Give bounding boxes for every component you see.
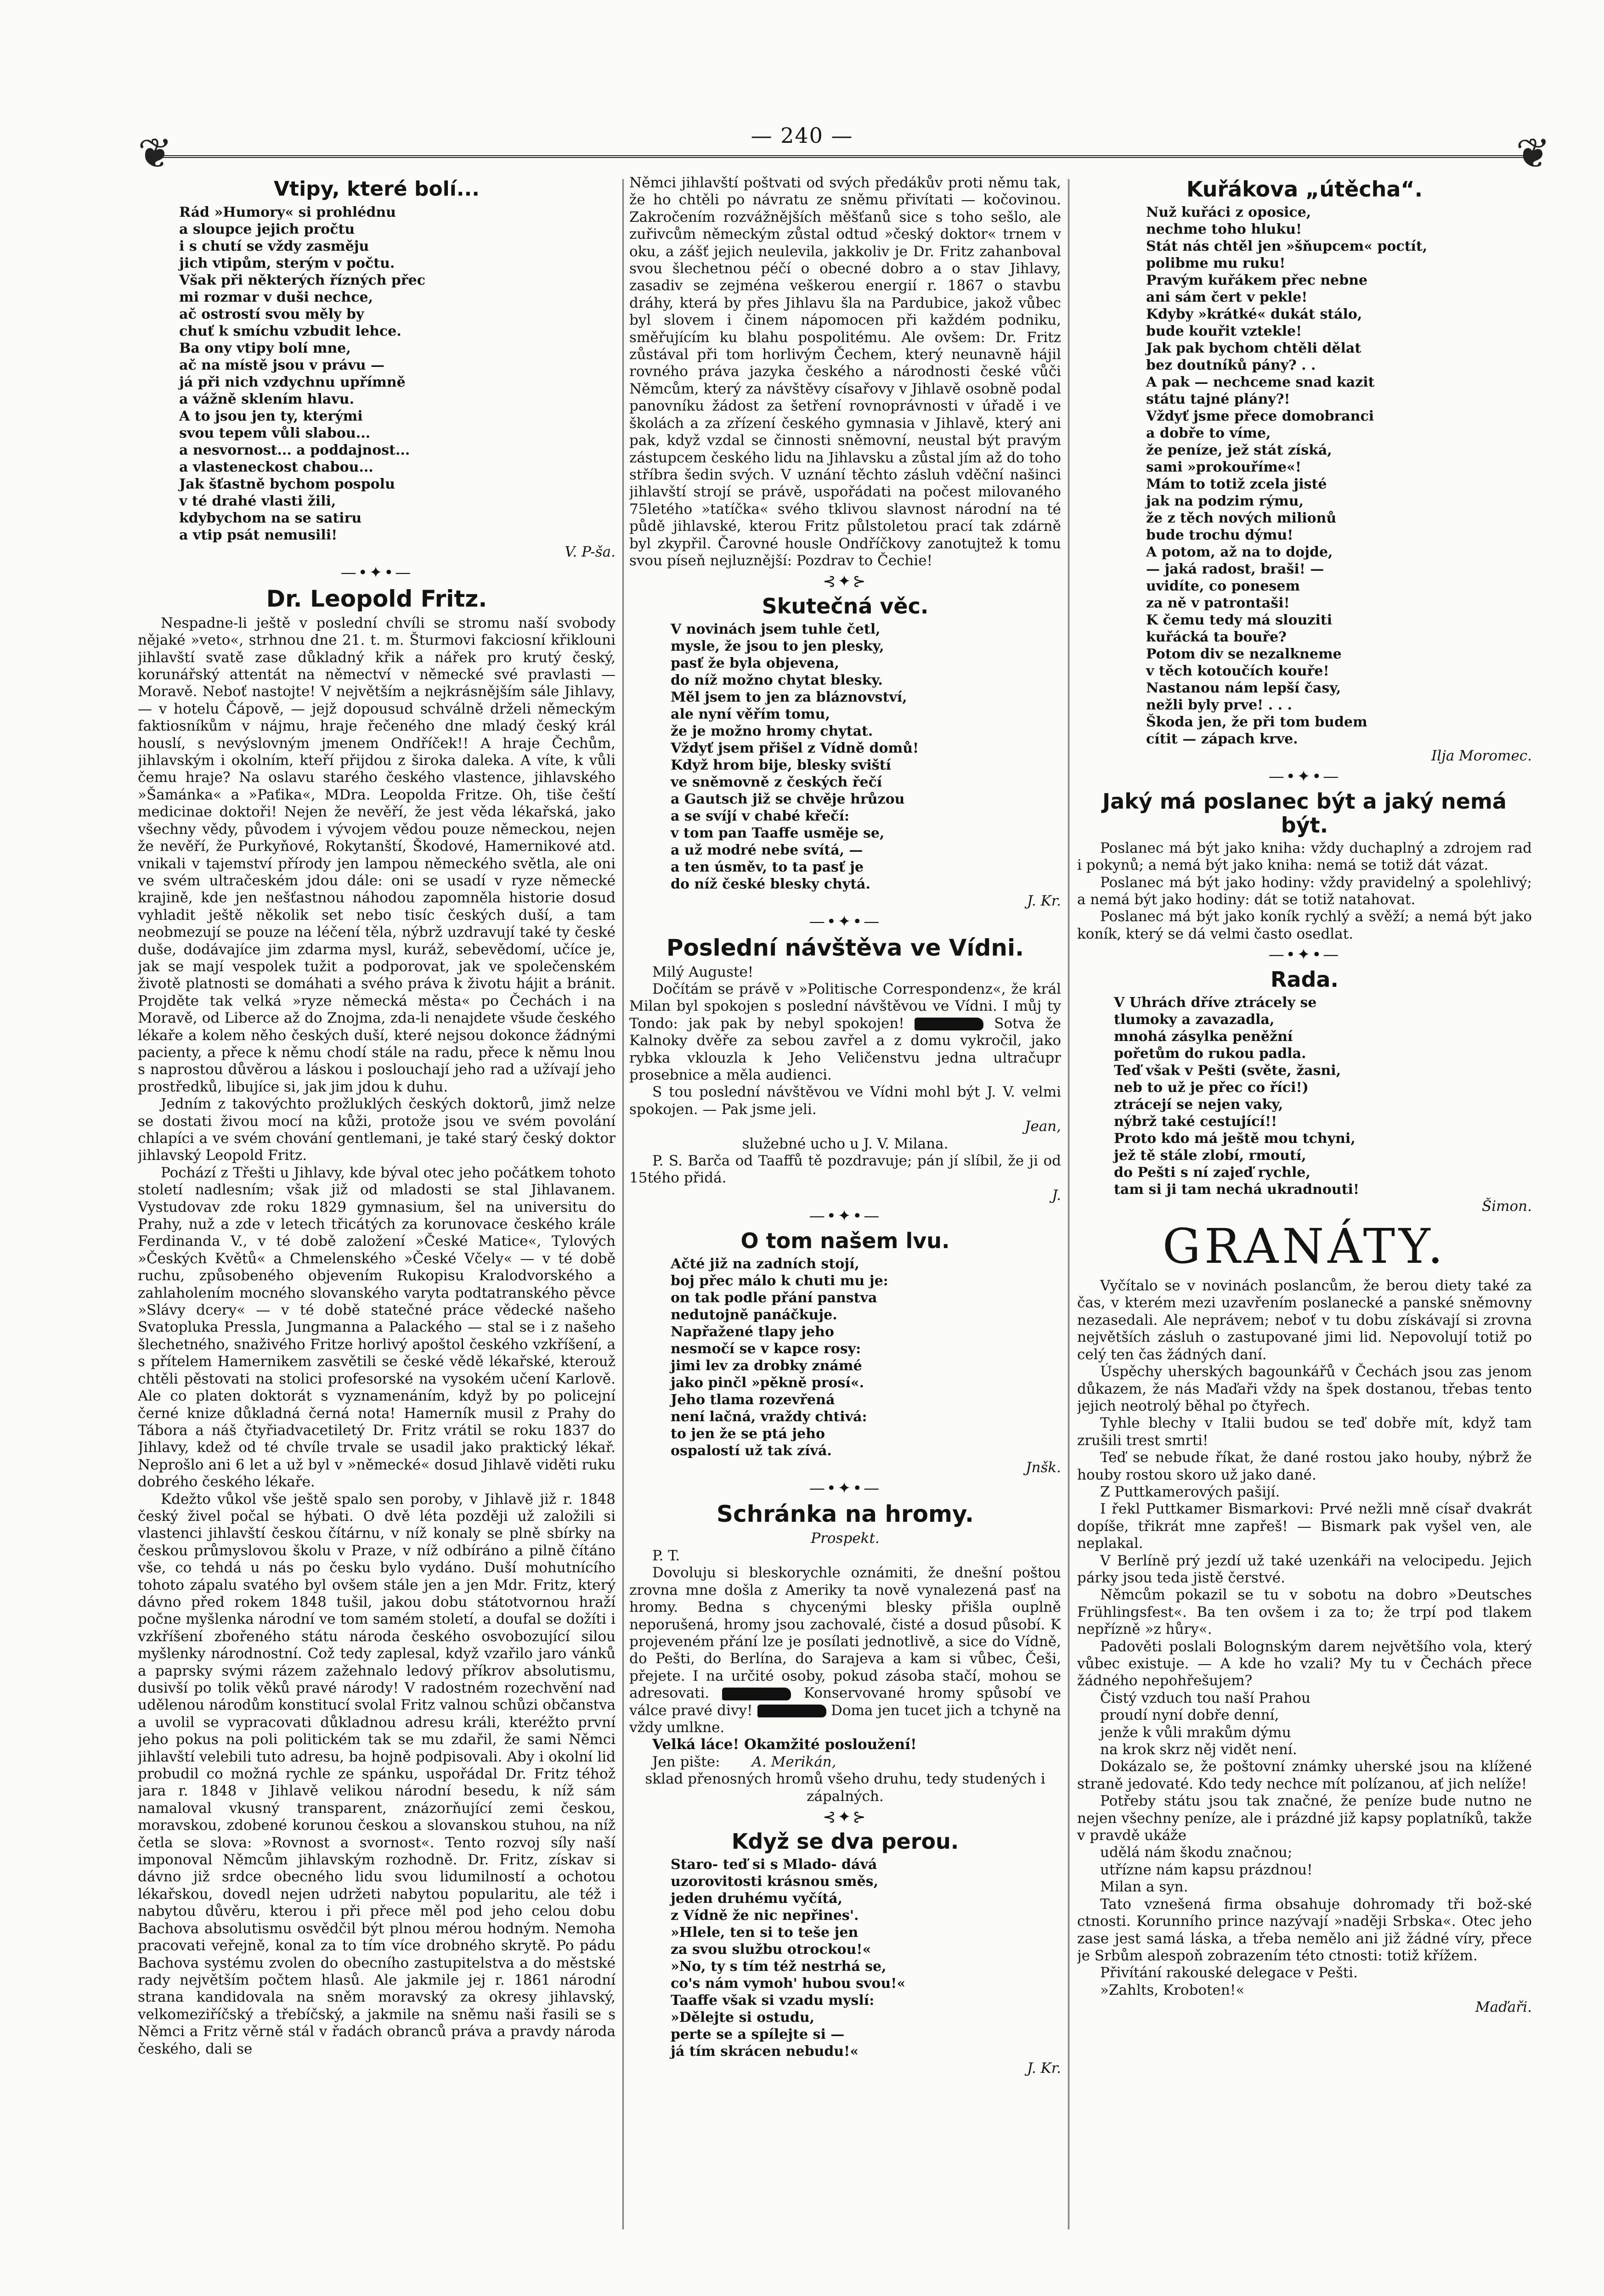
closing-line: Velká láce! Okamžité posloužení!	[652, 1736, 917, 1753]
poem-line: Rád »Humory« si prohlédnu	[179, 204, 396, 220]
postscript: P. S. Barča od Taaffů tě pozdravuje; pán jí slíbil, že ji od 15tého přidá.	[629, 1153, 1061, 1187]
poem-line: nechme toho hluku!	[1146, 221, 1302, 237]
separator-ornament-icon: —•✦•—	[1268, 767, 1341, 786]
paragraph: Dočítám se právě v »Politische Correspondenz«, že král Milan byl spokojen s poslední návštěvou ve Vídni. I můj ty Tondo: jak pak by nebyl spokojen! Sotva že Kalnoky dvěře za sebou zavřel a z domu vykročil, jako rybka vklouzla k Jeho Veličenstvu jedna ultračupr prosebnice a měla audienci.	[629, 980, 1061, 1083]
poem	[1077, 994, 1532, 1198]
poem-line: ve sněmovně z českých řečí	[671, 774, 882, 790]
column-middle	[629, 174, 1061, 2227]
article-title: Kuřákova „útěcha“.	[1186, 177, 1423, 202]
poem-line: nežli byly prve! . . .	[1146, 697, 1292, 713]
poem-line: státu tajné plány?!	[1146, 391, 1290, 407]
poem-line: v těch kotoučích kouře!	[1146, 663, 1329, 679]
separator-ornament-icon: ⊰✦⊱	[823, 572, 868, 591]
poem-line: Proto kdo má ještě mou tchyni,	[1114, 1130, 1355, 1147]
poem-line: ale nyní věřím tomu,	[671, 706, 830, 722]
author-signature-desc: služebné ucho u J. V. Milana.	[742, 1135, 949, 1152]
poem-line: chuť k smíchu vzbudit lehce.	[179, 323, 401, 339]
poem-line: Taaffe však si vzadu myslí:	[671, 1992, 875, 2009]
poem-line: v tom pan Taaffe usměje se,	[671, 825, 885, 841]
author-signature: J.	[1052, 1187, 1061, 1204]
poem-line: jimi lev za drobky známé	[671, 1357, 862, 1374]
poem-line: Stát nás chtěl jen »šňupcem« poctít,	[1146, 238, 1428, 254]
poem-line: a sloupce jejich pročtu	[179, 221, 355, 237]
author-signature: J. Kr.	[1027, 892, 1061, 909]
poem-line: pořetům do rukou padla.	[1114, 1045, 1306, 1062]
article-title: Schránka na hromy.	[716, 1501, 974, 1528]
article-body	[1077, 1277, 1532, 1999]
poem-line: boj přec málo k chuti mu je:	[671, 1272, 888, 1289]
poem-line: Jak šťastně bychom pospolu	[179, 476, 395, 492]
poem	[629, 1255, 1061, 1459]
poem-line: mysle, že jsou to jen plesky,	[671, 638, 884, 654]
poem-line: tlumoky a zavazadla,	[1114, 1011, 1275, 1028]
poem-line: ztrácejí se nejen vaky,	[1114, 1096, 1283, 1113]
article-body	[1077, 840, 1532, 943]
separator-ornament-icon: —•✦•—	[809, 1207, 881, 1226]
paragraph: Přivítání rakouské delegace v Pešti.	[1100, 1964, 1358, 1981]
poem-line: »No, ty s tím též nestrhá se,	[671, 1958, 887, 1975]
poem-line: Ačté již na zadních stojí,	[671, 1255, 859, 1272]
poem-line: a Gautsch již se chvěje hrůzou	[671, 791, 905, 807]
poem-line: ač ostrostí svou měly by	[179, 306, 364, 322]
poem-line: nedutojně panáčkuje.	[671, 1306, 837, 1323]
separator-ornament-icon: —•✦•—	[809, 1479, 881, 1498]
poem-line: že peníze, jež stát získá,	[1146, 442, 1332, 458]
corner-ornament-icon: ❦	[1516, 129, 1551, 178]
poem-line: jich vtipům, sterým v počtu.	[179, 255, 395, 271]
article-title: Skutečná věc.	[762, 593, 929, 619]
paragraph: Z Puttkamerových pašijí.	[1100, 1483, 1280, 1500]
paragraph: Potřeby státu jsou tak značné, že peníze bude nutno ne nejen všechny peníze, ale i prázdné již kapsy poplatníků, takže v pravdě ukáže	[1077, 1793, 1532, 1844]
ink-blot-icon	[757, 1705, 826, 1717]
paragraph: Poslanec má být jako hodiny: vždy pravidelný a spolehlivý; a nemá být jako hodiny: dát se totiž natahovat.	[1077, 874, 1532, 908]
poem-line: já při nich vzdychnu upřímně	[179, 374, 406, 390]
paragraph: Padověti poslali Bolognským darem největšího vola, který vůbec existuje. — A kde ho vzali? My tu v Čechách přece žádného nepohřešujem?	[1077, 1638, 1532, 1689]
poem-line: bez doutníků pány? . .	[1146, 357, 1316, 373]
poem-line: pasť že byla objevena,	[671, 655, 840, 671]
poem-line: ač na místě jsou v právu —	[179, 357, 385, 373]
paragraph: Vyčítalo se v novinách poslancům, že berou diety také za čas, v kterém mezi uzavřením poslanecké a panské sněmovny nezasedali. Ale neprávem; neboť v tu dobu získávají si zrovna největších zásluh o zastupované jimi lid. Nepovolují totiž po celý ten čas žádných daní.	[1077, 1277, 1532, 1363]
article-title: O tom našem lvu.	[740, 1228, 950, 1253]
paragraph: utřízne nám kapsu prázdnou!	[1100, 1861, 1313, 1878]
paragraph: Němcům pokazil se tu v sobotu na dobro »Deutsches Frühlingsfest«. Ba ten ovšem i za to; že trpí pod tlakem nepřízně »z hůry«.	[1077, 1587, 1532, 1638]
paragraph: Dokázalo se, že poštovní známky uherské jsou na klížené straně jedovaté. Kdo tedy nechce mít polízanou, ať jich nelíže!	[1077, 1758, 1532, 1792]
poem-line: do níž české blesky chytá.	[671, 876, 870, 892]
poem-line: Jeho tlama rozevřená	[671, 1391, 835, 1408]
poem-line: Měl jsem to jen za bláznovství,	[671, 689, 907, 705]
column-rule	[1068, 179, 1069, 2229]
poem-line: ani sám čert v pekle!	[1146, 289, 1308, 305]
poem	[629, 621, 1061, 893]
signer-name: A. Merikán,	[751, 1753, 836, 1770]
paragraph: Poslanec má být jako koník rychlý a svěží; a nemá být jako koník, který se dá velmi často osedlat.	[1077, 908, 1532, 942]
poem-line: Škoda jen, že při tom budem	[1146, 714, 1367, 730]
poem-line: A pak — nechceme snad kazit	[1146, 374, 1375, 390]
poem-line: cítit — zápach krve.	[1146, 731, 1298, 747]
poem-line: »Hlele, ten si to teše jen	[671, 1925, 858, 1941]
author-signature: J. Kr.	[1027, 2060, 1061, 2077]
section-title-granaty: GRANÁTY.	[1162, 1218, 1447, 1275]
poem-line: Mám to totiž zcela jisté	[1146, 476, 1327, 492]
poem-line: A potom, až na to dojde,	[1146, 544, 1333, 560]
paragraph: Jedním z takovýchto prožluklých českých doktorů, jimž nelze se dostati živou mocí na kůži, protože jsou ve svém povolání chlapíci a ve svém chování gentlemani, je také starý český doktor jihlavský Leopold Fritz.	[138, 1096, 616, 1164]
signer-desc: sklad přenosných hromů všeho druhu, tedy studených i zápalných.	[645, 1771, 1045, 1805]
poem-line: Staro- teď si s Mlado- dává	[671, 1857, 877, 1873]
poem-line: A to jsou jen ty, kterými	[179, 408, 363, 424]
poem-line: z Vídně že nic nepřines'.	[671, 1908, 859, 1924]
poem-line: Pravým kuřákem přec nebne	[1146, 272, 1368, 288]
poem-line: to jen že se ptá jeho	[671, 1425, 825, 1442]
poem-line: uzorovitosti krásnou směs,	[671, 1874, 879, 1890]
letter-greeting: Milý Auguste!	[652, 963, 754, 980]
poem-line: a se svíjí v chabé křečí:	[671, 808, 850, 824]
corner-ornament-icon: ❦	[138, 129, 173, 178]
author-signature: V. P-ša.	[565, 544, 616, 560]
poem-line: já tím skrácen nebudu!«	[671, 2043, 859, 2060]
poem-line: Vždyť jsem přišel z Vídně domů!	[671, 740, 919, 756]
poem-line: není lačná, vraždy chtivá:	[671, 1408, 867, 1425]
poem-line: K čemu tedy má slouziti	[1146, 612, 1333, 628]
paragraph: Pochází z Třešti u Jihlavy, kde býval otec jeho počátkem tohoto století nadlesním; však již od mladosti se stal Jihlavanem. Vystudovav zde roku 1829 gymnasium, šel na universitu do Prahy, nuž a zde v letech třicátých za korunovace českého krále Ferdinanda V., v té době založení »České Matice«, Tylových »Českých Květů« a Chmelenského »České Včely« — v té době ruchu, způsobeného objevením Rukopisu Kralodvorského a zahlaholením mocného slovanského varyta podtatranského pěvce »Slávy dcery« — v té době statečné práce vědecké našeho Svatopluka Pressla, Jungmanna a Palackého — stal se i z našeho šlechetného, snaživého Fritze horlivý apoštol českého vzkříšení, a s přítelem Hamernikem zasvětili se české vědě lékařské, kterouž chtěli pěstovati na stolici profesorské na vysokém učení Karlově. Ale co platen doktorát s vyznamenáním, když by po policejní černé knize důkladná černá nota! Hamerník musil z Prahy do Tábora a náš čtyřiadvacetiletý Dr. Fritz vrátil se roku 1837 do Jihlavy, kdež od té chvíle trvale se usadil jako praktický lékař. Neprošlo ani 6 let a už byl v »německé« dosud Jihlavě viděti ruku dobrého českého lékaře.	[138, 1164, 616, 1491]
poem-line: i s chutí se vždy zasměju	[179, 238, 369, 254]
poem-line: jež tě stále zlobí, rmoutí,	[1114, 1147, 1306, 1164]
poem-line: — jaká radost, braši! —	[1146, 561, 1324, 577]
poem	[1077, 204, 1532, 748]
paragraph: Teď se nebude říkat, že dané rostou jako houby, nýbrž že houby rostou skoro už jako dané.	[1077, 1449, 1532, 1483]
poem-line: sami »prokouříme«!	[1146, 459, 1302, 475]
poem-line: kuřácká ta bouře?	[1146, 629, 1287, 645]
poem-line: Teď však v Pešti (světe, žasni,	[1114, 1062, 1341, 1079]
poem-line: do Pešti s ní zajeď rychle,	[1114, 1164, 1310, 1181]
paragraph: Kdežto vůkol vše ještě spalo sen poroby, v Jihlavě již r. 1848 český živel počal se hýbati. O dvě léta později už založili si vlastenci jihlavští českou čítárnu, v níž konaly se plně sbírky na českou průmyslovou školu v Praze, v níž odbíráno a pilně čítáno vše, co tehdá u nás po česku bylo vydáno. Duší mohutnícího tohoto zápalu svatého byl ovšem stále jen a jen Mdr. Fritz, který dávno před rokem 1848 tušil, jakou dobu státotvornou hraží počne myšlenka národní ve tom samém století, a doufal se dožíti i vzkříšení zbořeného státu národa českého osvobozující silou myšlenky národnostní. Což tedy zaplesal, když vzařilo jaro vánků a paprsky svými rázem zažehnalo ledový příkrov absolutismu, dusivší po tolik věků pravé národy! V radostném rozechvění nad udělenou národům konstitucí svolal Fritz valnou schůzi občanstva a uvolil se vypracovati důkladnou adresu králi, kteréžto první jeho pokus na poli politickém tak se mu zdařil, že sami Němci jihlavští velebili tuto adresu, ba hojně podpisovali. Aby i okolní lid probudil co možná rychle ze spánku, uspořádal Dr. Fritz téhož jara r. 1848 v Jihlavě velikou národní besedu, k níž sám namaloval vkusný transparent, znázorňující zemi českou, moravskou, zdobené korunou českou a slovanskou stuhou, na níž četla se slova: »Rovnost a svornost«. Tento rozvoj síly naší imponoval Němcům jihlavským rozhodně. Dr. Fritz, získav si dávno již srdce obecného lidu svou lidumilností a ochotou lékařskou, dovedl nejen udržeti nabytou popularitu, ale též i nabytou důvěru, kterou i při přece měl pod jeho celou dobu Bachova absolutismu osvědčil být plnou mérou hodným. Nemoha pracovati veřejně, konal za to tím více drobného skrytě. Po pádu Bachova systému zvolen do obecního zastupitelstva a do městské rady největším počtem hlasů. Ale jakmile jej r. 1861 národní strana kandidovala na sněm moravský za okresy jihlavský, velkomeziříčský a třebíčský, a jakmile na sněmu naši řasili se s Němci a Fritz věrně stál v řadách obranců práva a pravdy národa českého, dali se	[138, 1491, 616, 2057]
poem-line: polibme mu ruku!	[1146, 255, 1286, 271]
poem-line: a vlasteneckost chabou...	[179, 459, 373, 475]
paragraph: proudí nyní dobře denní,	[1100, 1707, 1279, 1724]
poem-line: a už modré nebe svítá, —	[671, 842, 863, 858]
paragraph: I řekl Puttkamer Bismarkovi: Prvé nežli mně císař dvakrát dopíše, třikrát mne zapřeš! — Bismark pak vyšel ven, ale neplakal.	[1077, 1501, 1532, 1552]
poem-line: bude trochu dýmu!	[1146, 527, 1293, 543]
poem-line: jako pinčl »pěkně prosí«.	[671, 1374, 864, 1391]
paragraph: na krok skrz něj vidět není.	[1100, 1741, 1297, 1758]
poem	[629, 1856, 1061, 2060]
article-continuation: Němci jihlavští poštvati od svých předákův proti němu tak, že ho chtěli po návratu ze sněmu přivítati — kočovinou. Zakročením rozvážnějších měšťanů sice s toho sešlo, ale zuřivcům německým zůstal odtud »český doktor« trnem v oku, a zášť jejich neulevila, jakkoliv je Dr. Fritz zahanboval svou šlechetnou péčí o obecné dobro a o stav Jihlavy, zasadiv se zejména veškerou energií r. 1867 o stavbu dráhy, která by přes Jihlavu šla na Pardubice, jakož vůbec byl slovem i činem nápomocen při každém podniku, směřujícím ku blahu pospolitému. Ale ovšem: Dr. Fritz zůstával při tom horlivým Čechem, který neunavně hájil rovného práva jazyka českého a národnosti české vůči Němcům, který za návštěvy císařovy v Jihlavě osobně podal panovníku žádost za šetření rovnoprávnosti v úřadě i ve školách a za zřízení českého gymnasia v Jihlavě, který ani pak, když vzdal se činnosti sněmovní, neustal být pravým zástupcem českého lidu na Jihlavsku a zůstal jím až do toho stříbra šedin svých. V uznání těchto zásluh vděční našinci jihlavští strojí se právě, uspořádati na počest milovaného 75letého »tatíčka« svého tklivou slavnost národní na té půdě jihlavské, kterou Fritz půlstoletou prací tak zdárně byl zkypřil. Čarovné housle Ondříčkovy zanotujtež k tomu svou píseň nejluznější: Pozdrav to Čechie!	[629, 174, 1061, 569]
poem-line: Když hrom bije, blesky sviští	[671, 757, 891, 773]
paragraph: Nespadne-li ještě v poslední chvíli se stromu naší svobody nějaké »veto«, strhnou dne 21. t. m. Šturmovi fakciosní křiklouni jihlavští svatě zase důkladný křik a nářek pro krutý český, korunářský attentát na němectví v německé své pravlasti — Moravě. Neboť nastojte! V největším a nejkrásnějším sále Jihlavy, — v hotelu Čápově, — jejž dopousud schválně drželi německým faktiosníkům v nájmu, hraje řečeného dne mladý český král houslí, s nevýslovným jmenem Ondříček!! A hraje Čechům, jihlavským i okolním, kteří přijdou z široka daleka. A víte, k vůli čemu hraje? Na oslavu starého českého vlastence, jihlavského »Šamánka« a »Paťika«, MDra. Leopolda Fritze. Oh, tiše čeští medicinae doktoři! Nejen že nevěří, že jest věda lékařská, jako všechny vědy, původem i vývojem vědou pouze německou, nejen že nevěří, že Purkyňové, Rokytanští, Škodové, Hamernikové atd. vnikali v tajemství přírody jen lampou německého světla, ale oni ve svém ultračeském jdou dále: oni se usadí v ryze německé krajině, kde jen nešťastnou náhodou zapomněla historie dosud vyhladit ještě několik set nebo tisíc českých duší, a tam neobmezují se pouze na léčení těla, nýbrž uzdravují také ty české duše, dodávajíce jim zdarma mysl, kuráž, sebevědomí, učíce je, jak se mají vespolek tužit a podporovat, jak ve společenském životě platnosti se domáhati a svého práva k životu hájit a bránit. Projděte tak velká »ryze německá města« po Čechách i na Moravě, od Liberce až do Znojma, zda-li nenajdete všude českého lékaře a kolem něho českých duší, které nejsou dokonce žádnými pacienty, a přece k němu chodí stále na radu, přece k němu lnou s naprostou důvěrou a láskou i poslouchají jeho rad a užívají jeho prostředků, libujíce si, jak jim jdou k duhu.	[138, 614, 616, 1095]
poem-line: jak na podzim rýmu,	[1146, 493, 1304, 509]
paragraph: »Zahlts, Kroboten!«	[1100, 1981, 1245, 1998]
author-signature: Šimon.	[1481, 1198, 1532, 1215]
article-title: Poslední návštěva ve Vídni.	[666, 934, 1024, 961]
article-body	[138, 615, 616, 2058]
poem-line: perte se a spílejte si —	[671, 2026, 845, 2043]
poem-line: a ten úsměv, to ta pasť je	[671, 859, 864, 875]
poem-line: jeden druhému vyčítá,	[671, 1891, 843, 1907]
poem-line: uvidíte, co ponesem	[1146, 578, 1300, 594]
column-left	[138, 174, 616, 2227]
author-signature: Jnšk.	[1026, 1459, 1061, 1476]
poem-line: V novinách jsem tuhle četl,	[671, 621, 881, 637]
paragraph: udělá nám škodu značnou;	[1100, 1844, 1293, 1861]
poem-line: a dobře to víme,	[1146, 425, 1271, 441]
poem-line: a vážně sklením hlavu.	[179, 391, 355, 407]
poem-line: Však při některých řízných přec	[179, 272, 425, 288]
poem-line: V Uhrách dříve ztrácely se	[1114, 994, 1317, 1011]
poem-line: Nuž kuřáci z oposice,	[1146, 204, 1311, 220]
poem-line: bude kouřit vztekle!	[1146, 323, 1302, 339]
poem-line: Kdyby »krátké« dukát stálo,	[1146, 306, 1362, 322]
poem-line: za ně v patrontaši!	[1146, 595, 1290, 611]
paragraph: Tato vznešená firma obsahuje dohromady tři bož-ské ctnosti. Korunního prince nazývají »naději Srbska«. Otec jeho zase jest samá láska, a třeba nemělo ani již žádné víry, přece je Srbům alespoň zobrazením této ctnosti: totiž křížem.	[1077, 1896, 1532, 1964]
poem-line: mi rozmar v duši nechce,	[179, 289, 373, 305]
paragraph: Milan a syn.	[1100, 1879, 1188, 1896]
poem-line: tam si ji tam nechá ukradnouti!	[1114, 1181, 1360, 1198]
letter-greeting: P. T.	[652, 1547, 680, 1564]
poem-line: do níž možno chytat blesky.	[671, 672, 883, 688]
article-subtitle: Prospekt.	[811, 1530, 880, 1547]
poem-line: za svou službu otrockou!«	[671, 1941, 871, 1958]
ink-blot-icon	[915, 1018, 983, 1030]
poem-line: že je možno hromy chytat.	[671, 723, 873, 739]
poem-line: nesmočí se v kapce rosy:	[671, 1340, 861, 1357]
author-signature: Ilja Moromec.	[1431, 748, 1532, 764]
separator-ornament-icon: —•✦•—	[1268, 945, 1341, 964]
poem-line: on tak podle přání panstva	[671, 1289, 877, 1306]
article-title: Když se dva perou.	[731, 1829, 959, 1854]
article-title: Vtipy, které bolí...	[274, 177, 480, 201]
paragraph: Tyhle blechy v Italii budou se teď dobře mít, když tam zrušili trest smrti!	[1077, 1415, 1532, 1449]
paragraph: Úspěchy uherských bagounkářů v Čechách jsou zas jenom důkazem, že nás Maďaři vždy na špek dostanou, třebas tento jejich neotrolý běhal po čtyřech.	[1077, 1363, 1532, 1414]
poem-line: a nesvornost... a poddajnost...	[179, 442, 410, 458]
signer-line	[629, 1754, 1061, 1771]
poem-line: nýbrž také cestující!!	[1114, 1113, 1277, 1130]
column-rule	[622, 179, 624, 2229]
poem-line: Vždyť jsme přece domobranci	[1146, 408, 1374, 424]
article-title: Dr. Leopold Fritz.	[266, 585, 487, 612]
poem-line: mnohá zásylka peněžní	[1114, 1028, 1293, 1045]
page-number: — 240 —	[751, 123, 853, 148]
author-signature: Jean,	[1024, 1118, 1061, 1135]
poem-line: neb to už je přec co říci!)	[1114, 1079, 1309, 1096]
poem-line: Ba ony vtipy bolí mne,	[179, 340, 351, 356]
poem-line: Jak pak bychom chtěli dělat	[1146, 340, 1361, 356]
poem-line: že z těch nových milionů	[1146, 510, 1337, 526]
poem-line: Potom div se nezalkneme	[1146, 646, 1342, 662]
poem-line: v té drahé vlasti žili,	[179, 493, 336, 509]
separator-ornament-icon: —•✦•—	[340, 563, 413, 582]
article-title: Jaký má poslanec být a jaký nemá být.	[1102, 788, 1507, 838]
article-body	[629, 981, 1061, 1118]
separator-ornament-icon: —•✦•—	[809, 912, 881, 931]
article-title: Rada.	[1271, 967, 1339, 992]
paragraph: S tou poslední návštěvou ve Vídni mohl být J. V. velmi spokojen. — Pak jsme jeli.	[629, 1084, 1061, 1118]
poem-line: svou tepem vůli slabou...	[179, 425, 371, 441]
author-signature: Maďaři.	[1475, 1999, 1532, 2016]
ink-blot-icon	[722, 1688, 791, 1700]
poem	[138, 204, 616, 544]
poem-line: a vtip psát nemusili!	[179, 527, 338, 543]
signer-label: Jen pište:	[652, 1753, 720, 1770]
article-body: Dovoluju si bleskorychle oznámiti, že dnešní poštou zrovna mne došla z Ameriky ta nově vynalezená pasť na hromy. Bedna s chycenými blesky přišla ouplně neporušená, hromy jsou zachovalé, čisté a dosud působí. K projeveném přání lze je posílati jednotlivě, a sice do Vídně, do Pešti, do Berlína, do Sarajeva a kam si vůbec, Češi, přejete. I na určité osoby, pokud zásoba stačí, mohou se adresovati. Konservované hromy spůsobí ve válce pravé divy! Doma jen tucet jich a tchyně na vždy umlkne.	[629, 1564, 1061, 1736]
column-right	[1077, 174, 1532, 2227]
poem-line: Napřažené tlapy jeho	[671, 1323, 834, 1340]
paragraph: jenže k vůli mrakům dýmu	[1100, 1724, 1291, 1741]
separator-ornament-icon: ⊰✦⊱	[823, 1807, 868, 1826]
paragraph: V Berlíně prý jezdí už také uzenkáři na velocipedu. Jejich párky jsou teda jistě čerstvé.	[1077, 1552, 1532, 1586]
poem-line: »Dělejte si ostudu,	[671, 2009, 815, 2026]
poem-line: ospalostí už tak zívá.	[671, 1442, 832, 1459]
poem-line: kdybychom na se satiru	[179, 510, 362, 526]
poem-line: Nastanou nám lepší časy,	[1146, 680, 1341, 696]
paragraph: Čistý vzduch tou naší Prahou	[1100, 1689, 1311, 1706]
paragraph: Poslanec má být jako kniha: vždy duchaplný a zdrojem rad i pokynů; a nemá být jako kniha: nemá se totiž dát vázat.	[1077, 839, 1532, 874]
poem-line: co's nám vymoh' hubou svou!«	[671, 1975, 906, 1992]
